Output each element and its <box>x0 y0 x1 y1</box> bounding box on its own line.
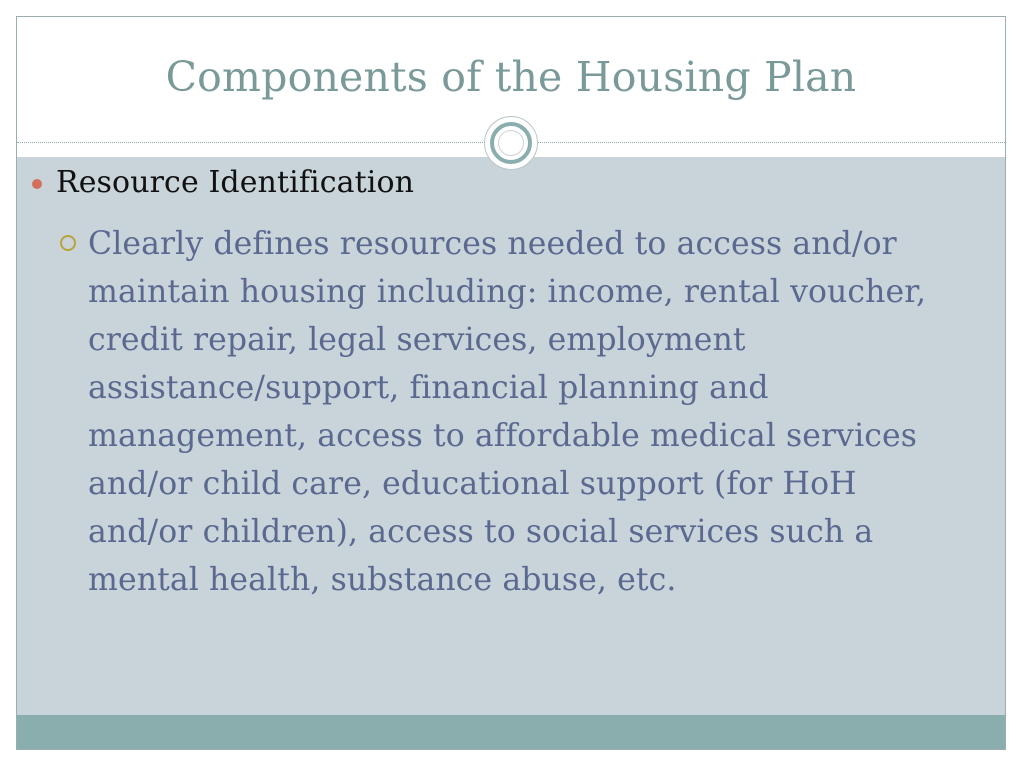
sub-bullet-text: Clearly defines resources needed to access and/or maintain housing including: income, rental voucher, credit repair, legal services, employment assistance/support, financial planning and management, access to affordable medical services and/or child care, educational support (for HoH and/or children), access to social services such a mental health, substance abuse, etc. <box>88 226 927 598</box>
dot-bullet-icon <box>32 179 42 189</box>
slide-title: Components of the Housing Plan <box>165 53 857 101</box>
bullet-label: Resource Identification <box>56 165 415 200</box>
circle-ring-icon <box>484 116 538 170</box>
bullet-resource-identification <box>32 165 414 200</box>
ring-inner <box>490 122 532 164</box>
ring-core <box>498 130 524 156</box>
footer-band <box>17 715 1005 749</box>
sub-bullet-resources <box>60 220 940 604</box>
ring-bullet-icon <box>60 235 76 251</box>
